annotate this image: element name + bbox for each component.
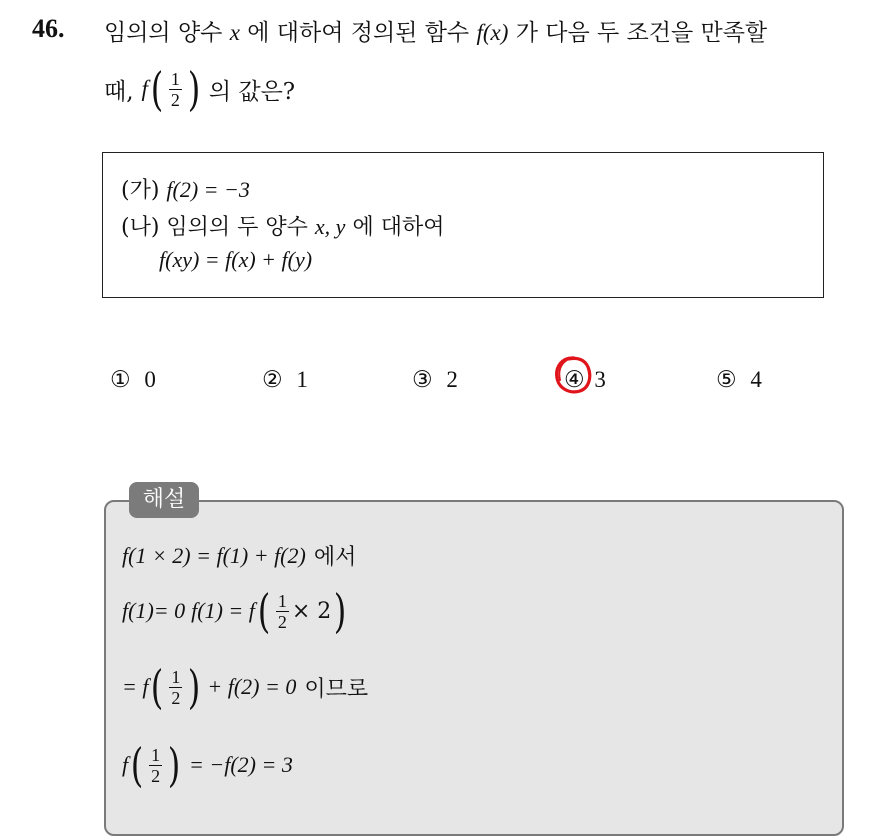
left-paren: ( (257, 584, 271, 638)
left-paren: ( (150, 62, 164, 116)
right-paren: ) (167, 738, 181, 792)
solution-expr: = −f(2) = 3 (189, 752, 293, 777)
solution-text: 이므로 (304, 676, 369, 702)
solution-line-3 (122, 660, 369, 714)
fraction-numerator: 1 (170, 68, 180, 89)
choice-value: 3 (594, 367, 606, 392)
question-text: 의 값은? (208, 78, 296, 105)
question-text: 임의의 양수 (104, 20, 223, 46)
choice-mark: ② (262, 367, 283, 392)
choice-2[interactable] (262, 367, 308, 393)
choice-5[interactable] (716, 367, 762, 393)
fraction-half (149, 745, 162, 786)
condition-b-text: 임의의 두 양수 (166, 215, 308, 240)
functional-equation: f(xy) = f(x) + f(y) (159, 247, 313, 272)
solution-text: 에서 (313, 545, 357, 570)
condition-a-expr: f(2) = −3 (166, 177, 250, 202)
choice-3[interactable] (412, 367, 458, 393)
question-text: 때, (104, 78, 134, 105)
choice-1[interactable] (110, 367, 156, 393)
solution-expr: f (122, 752, 129, 777)
choice-value: 4 (750, 367, 762, 392)
fraction-denominator: 2 (171, 687, 181, 708)
solution-expr: + f(2) = 0 (207, 674, 297, 699)
solution-line-1 (122, 540, 356, 571)
solution-expr: f(1) = f (191, 598, 255, 623)
condition-b-vars: x, y (314, 214, 346, 239)
solution-expr: f(1 × 2) = f(1) + f(2) (122, 542, 306, 568)
condition-a (121, 173, 250, 204)
answer-circle-icon (554, 355, 592, 395)
choice-mark: ③ (412, 367, 433, 392)
fraction-denominator: 2 (170, 89, 180, 110)
fraction-numerator: 1 (151, 744, 161, 765)
question-text: 가 다음 두 조건을 만족할 (515, 20, 768, 46)
function-fx: f(x) (476, 20, 509, 45)
choice-value: 0 (144, 367, 156, 392)
right-paren: ) (187, 62, 201, 116)
fraction-half (169, 667, 182, 708)
question-line-1 (104, 14, 767, 47)
condition-b-expression (159, 247, 312, 273)
choice-value: 2 (446, 367, 458, 392)
variable-x: x (229, 20, 240, 45)
condition-b (121, 210, 444, 241)
choice-mark: ④ (564, 367, 585, 392)
choice-mark: ① (110, 367, 131, 392)
question-line-2 (104, 62, 296, 116)
fraction-numerator: 1 (171, 666, 181, 687)
left-paren: ( (130, 738, 144, 792)
condition-a-label: (가) (121, 178, 160, 203)
condition-b-text: 에 대하여 (352, 215, 445, 240)
conditions-box (102, 152, 824, 298)
right-paren: ) (188, 660, 201, 714)
fraction-half (169, 69, 182, 110)
condition-b-label: (나) (121, 215, 160, 240)
choice-mark: ⑤ (716, 367, 737, 392)
left-paren: ( (151, 660, 164, 714)
fraction-denominator: 2 (151, 765, 161, 786)
solution-line-4 (122, 738, 293, 792)
fraction-denominator: 2 (277, 611, 287, 632)
solution-expr: = f (122, 674, 149, 699)
right-paren: ) (333, 584, 347, 638)
problem-number: 46. (32, 14, 65, 43)
choice-value: 1 (296, 367, 308, 392)
solution-expr: f(1)= 0 (122, 598, 186, 623)
solution-expr: × 2 (291, 598, 332, 624)
solution-tag: 해설 (129, 482, 199, 518)
fraction-numerator: 1 (277, 590, 287, 611)
fraction-half (276, 591, 289, 632)
question-text: 에 대하여 정의된 함수 (247, 20, 470, 46)
function-f: f (141, 76, 148, 101)
solution-line-2 (122, 584, 349, 638)
